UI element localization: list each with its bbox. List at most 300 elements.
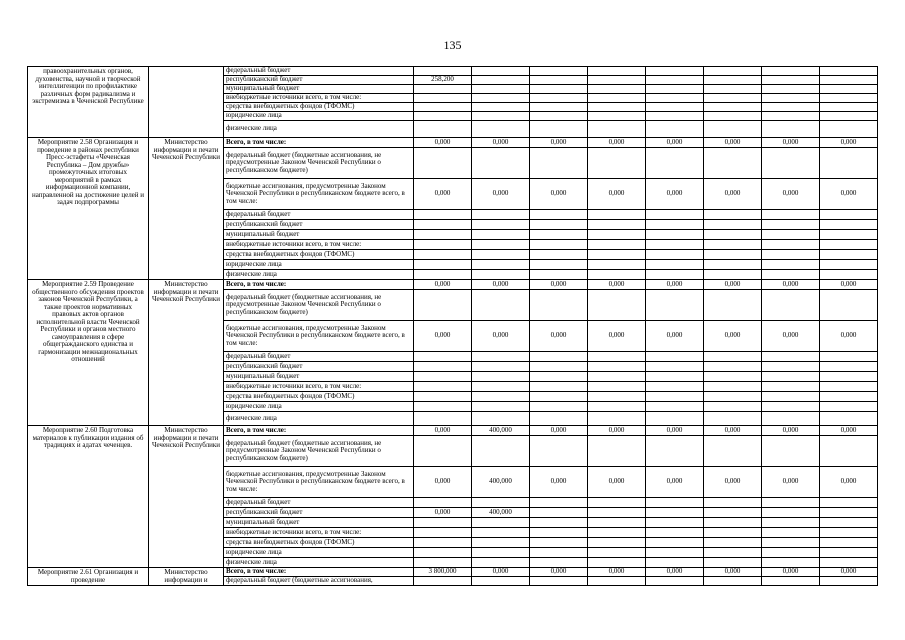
amount-cell xyxy=(414,112,472,121)
amount-cell xyxy=(762,392,820,402)
amount-cell xyxy=(472,498,530,508)
amount-cell: 0,000 xyxy=(820,321,878,352)
amount-cell xyxy=(762,372,820,382)
amount-cell xyxy=(646,210,704,220)
funding-source: муниципальный бюджет xyxy=(224,85,414,94)
amount-cell xyxy=(820,548,878,558)
amount-cell xyxy=(414,94,472,103)
funding-source: федеральный бюджет (бюджетные ассигнования, xyxy=(224,577,414,586)
amount-cell xyxy=(472,577,530,586)
funding-source: бюджетные ассигнования, предусмотренные Законом Чеченской Республики в республиканском бюджете всего, в том числе: xyxy=(224,179,414,210)
amount-cell xyxy=(646,508,704,518)
responsible-executor xyxy=(149,67,224,138)
amount-cell xyxy=(530,112,588,121)
amount-cell xyxy=(704,85,762,94)
funding-source: средства внебюджетных фондов (ТФОМС) xyxy=(224,538,414,548)
amount-cell xyxy=(414,220,472,230)
responsible-executor: Министерство информации и печати Чеченской Республики xyxy=(149,138,224,280)
amount-cell xyxy=(472,270,530,280)
amount-cell xyxy=(646,412,704,426)
amount-cell xyxy=(588,121,646,138)
amount-cell: 0,000 xyxy=(472,280,530,290)
amount-cell xyxy=(530,290,588,321)
amount-cell: 0,000 xyxy=(472,179,530,210)
amount-cell: 0,000 xyxy=(704,467,762,498)
amount-cell xyxy=(472,85,530,94)
amount-cell xyxy=(588,250,646,260)
amount-cell: 0,000 xyxy=(762,568,820,577)
amount-cell: 0,000 xyxy=(646,321,704,352)
table-row xyxy=(28,138,878,148)
amount-cell xyxy=(704,230,762,240)
amount-cell xyxy=(820,372,878,382)
amount-cell: 0,000 xyxy=(414,426,472,436)
amount-cell xyxy=(820,220,878,230)
amount-cell xyxy=(588,270,646,280)
amount-cell: 0,000 xyxy=(762,138,820,148)
amount-cell xyxy=(704,76,762,85)
funding-source: физические лица xyxy=(224,412,414,426)
amount-cell xyxy=(414,260,472,270)
amount-cell xyxy=(588,538,646,548)
amount-cell xyxy=(762,548,820,558)
amount-cell xyxy=(414,67,472,76)
amount-cell xyxy=(472,240,530,250)
amount-cell xyxy=(762,412,820,426)
amount-cell xyxy=(762,260,820,270)
amount-cell xyxy=(588,94,646,103)
amount-cell xyxy=(646,498,704,508)
amount-cell xyxy=(414,352,472,362)
amount-cell xyxy=(530,85,588,94)
page-number: 135 xyxy=(443,38,462,52)
amount-cell xyxy=(820,362,878,372)
amount-cell xyxy=(704,270,762,280)
amount-cell xyxy=(762,94,820,103)
amount-cell xyxy=(704,240,762,250)
amount-cell xyxy=(646,362,704,372)
amount-cell: 400,000 xyxy=(472,508,530,518)
funding-source: внебюджетные источники всего, в том числе: xyxy=(224,94,414,103)
amount-cell: 400,000 xyxy=(472,467,530,498)
amount-cell xyxy=(414,412,472,426)
amount-cell xyxy=(530,402,588,412)
funding-source: внебюджетные источники всего, в том числе: xyxy=(224,382,414,392)
amount-cell xyxy=(704,498,762,508)
amount-cell xyxy=(646,577,704,586)
amount-cell: 0,000 xyxy=(762,179,820,210)
amount-cell xyxy=(530,121,588,138)
funding-source: муниципальный бюджет xyxy=(224,230,414,240)
amount-cell xyxy=(588,85,646,94)
amount-cell xyxy=(588,402,646,412)
amount-cell xyxy=(472,103,530,112)
amount-cell xyxy=(762,577,820,586)
amount-cell xyxy=(762,528,820,538)
amount-cell: 0,000 xyxy=(704,280,762,290)
amount-cell xyxy=(762,103,820,112)
amount-cell xyxy=(472,402,530,412)
amount-cell: 0,000 xyxy=(588,467,646,498)
amount-cell xyxy=(414,290,472,321)
amount-cell: 0,000 xyxy=(704,426,762,436)
amount-cell xyxy=(588,548,646,558)
amount-cell: 0,000 xyxy=(820,138,878,148)
amount-cell xyxy=(820,103,878,112)
amount-cell xyxy=(530,577,588,586)
amount-cell xyxy=(472,210,530,220)
table-row xyxy=(28,280,878,290)
amount-cell xyxy=(472,362,530,372)
funding-source: республиканский бюджет xyxy=(224,362,414,372)
amount-cell xyxy=(646,436,704,467)
amount-cell xyxy=(762,290,820,321)
amount-cell xyxy=(588,392,646,402)
amount-cell xyxy=(820,112,878,121)
amount-cell xyxy=(820,121,878,138)
amount-cell xyxy=(472,260,530,270)
amount-cell xyxy=(704,250,762,260)
funding-source: федеральный бюджет xyxy=(224,210,414,220)
amount-cell xyxy=(646,94,704,103)
amount-cell xyxy=(530,270,588,280)
amount-cell xyxy=(530,220,588,230)
amount-cell xyxy=(646,548,704,558)
amount-cell xyxy=(472,372,530,382)
amount-cell xyxy=(414,210,472,220)
amount-cell xyxy=(704,372,762,382)
amount-cell xyxy=(588,290,646,321)
amount-cell xyxy=(704,148,762,179)
event-title: Мероприятие 2.58 Организация и проведение в районах республики Пресс-эстафеты «Чеченская Республика – Дом дружбы» промежуточных итоговых мероприятий в рамках информационной компании, направленной на достижение целей и задач подпрограммы xyxy=(28,138,149,280)
amount-cell: 0,000 xyxy=(530,179,588,210)
amount-cell xyxy=(704,112,762,121)
amount-cell xyxy=(762,436,820,467)
amount-cell xyxy=(588,103,646,112)
amount-cell: 0,000 xyxy=(588,568,646,577)
amount-cell xyxy=(704,518,762,528)
amount-cell: 0,000 xyxy=(646,467,704,498)
amount-cell xyxy=(414,518,472,528)
funding-source: федеральный бюджет (бюджетные ассигнования, не предусмотренные Законом Чеченской Республики о республиканском бюджете) xyxy=(224,436,414,467)
amount-cell: 0,000 xyxy=(646,280,704,290)
amount-cell xyxy=(414,392,472,402)
amount-cell xyxy=(530,538,588,548)
amount-cell xyxy=(588,412,646,426)
amount-cell xyxy=(588,352,646,362)
amount-cell xyxy=(820,230,878,240)
funding-source: средства внебюджетных фондов (ТФОМС) xyxy=(224,250,414,260)
amount-cell: 0,000 xyxy=(530,426,588,436)
amount-cell xyxy=(588,436,646,467)
amount-cell xyxy=(646,538,704,548)
amount-cell xyxy=(762,270,820,280)
amount-cell xyxy=(472,121,530,138)
amount-cell xyxy=(704,362,762,372)
funding-source: Всего, в том числе: xyxy=(224,568,414,577)
amount-cell: 0,000 xyxy=(588,426,646,436)
amount-cell xyxy=(646,270,704,280)
table-row xyxy=(28,568,878,577)
amount-cell: 0,000 xyxy=(414,467,472,498)
amount-cell xyxy=(820,290,878,321)
event-title: Мероприятие 2.61 Организация и проведение xyxy=(28,568,149,586)
amount-cell xyxy=(646,220,704,230)
amount-cell xyxy=(646,382,704,392)
amount-cell: 0,000 xyxy=(472,568,530,577)
amount-cell xyxy=(414,498,472,508)
amount-cell: 0,000 xyxy=(820,179,878,210)
amount-cell: 0,000 xyxy=(762,426,820,436)
amount-cell xyxy=(530,498,588,508)
funding-source: юридические лица xyxy=(224,402,414,412)
amount-cell xyxy=(646,240,704,250)
amount-cell xyxy=(762,85,820,94)
amount-cell xyxy=(530,260,588,270)
amount-cell xyxy=(414,372,472,382)
amount-cell xyxy=(820,85,878,94)
amount-cell xyxy=(762,538,820,548)
amount-cell xyxy=(704,290,762,321)
amount-cell xyxy=(472,250,530,260)
funding-source: внебюджетные источники всего, в том числе: xyxy=(224,528,414,538)
amount-cell xyxy=(762,240,820,250)
funding-source: федеральный бюджет xyxy=(224,67,414,76)
amount-cell xyxy=(472,436,530,467)
responsible-executor: Министерство информации и печати Чеченской Республики xyxy=(149,280,224,426)
amount-cell: 0,000 xyxy=(646,179,704,210)
amount-cell: 0,000 xyxy=(414,138,472,148)
amount-cell xyxy=(820,538,878,548)
amount-cell xyxy=(762,382,820,392)
amount-cell xyxy=(820,67,878,76)
event-title: правоохранительных органов, духовенства, научной и творческой интеллигенции по профилактике различных форм радикализма и экстремизма в Чеченской Республике xyxy=(28,67,149,138)
amount-cell xyxy=(646,230,704,240)
amount-cell xyxy=(646,250,704,260)
amount-cell xyxy=(472,230,530,240)
funding-source: бюджетные ассигнования, предусмотренные Законом Чеченской Республики в республиканском бюджете всего, в том числе: xyxy=(224,321,414,352)
amount-cell xyxy=(820,352,878,362)
amount-cell xyxy=(414,103,472,112)
amount-cell xyxy=(472,392,530,402)
amount-cell xyxy=(414,577,472,586)
amount-cell xyxy=(820,148,878,179)
amount-cell: 0,000 xyxy=(530,321,588,352)
amount-cell xyxy=(762,508,820,518)
amount-cell xyxy=(646,260,704,270)
amount-cell xyxy=(472,67,530,76)
budget-table xyxy=(27,66,878,586)
amount-cell: 0,000 xyxy=(704,179,762,210)
amount-cell xyxy=(704,103,762,112)
amount-cell xyxy=(414,230,472,240)
amount-cell xyxy=(588,148,646,179)
table-row xyxy=(28,67,878,76)
funding-source: физические лица xyxy=(224,121,414,138)
amount-cell xyxy=(704,538,762,548)
amount-cell xyxy=(472,220,530,230)
amount-cell xyxy=(704,402,762,412)
amount-cell: 0,000 xyxy=(530,138,588,148)
amount-cell xyxy=(472,412,530,426)
amount-cell xyxy=(472,352,530,362)
amount-cell: 0,000 xyxy=(414,280,472,290)
funding-source: федеральный бюджет xyxy=(224,352,414,362)
funding-source: федеральный бюджет (бюджетные ассигнования, не предусмотренные Законом Чеченской Республики о республиканском бюджете) xyxy=(224,290,414,321)
funding-source: бюджетные ассигнования, предусмотренные Законом Чеченской Республики в республиканском бюджете всего, в том числе: xyxy=(224,467,414,498)
amount-cell xyxy=(530,210,588,220)
amount-cell xyxy=(414,382,472,392)
amount-cell xyxy=(820,402,878,412)
amount-cell: 0,000 xyxy=(588,280,646,290)
amount-cell xyxy=(472,558,530,568)
amount-cell xyxy=(530,148,588,179)
amount-cell xyxy=(646,518,704,528)
amount-cell xyxy=(762,498,820,508)
amount-cell xyxy=(646,558,704,568)
funding-source: юридические лица xyxy=(224,112,414,121)
amount-cell: 0,000 xyxy=(646,426,704,436)
amount-cell xyxy=(414,362,472,372)
amount-cell xyxy=(530,518,588,528)
funding-source: республиканский бюджет xyxy=(224,76,414,85)
amount-cell xyxy=(472,382,530,392)
amount-cell xyxy=(820,210,878,220)
amount-cell xyxy=(472,548,530,558)
funding-source: республиканский бюджет xyxy=(224,220,414,230)
amount-cell xyxy=(588,112,646,121)
amount-cell xyxy=(472,290,530,321)
amount-cell xyxy=(530,103,588,112)
amount-cell xyxy=(762,362,820,372)
amount-cell xyxy=(530,436,588,467)
amount-cell xyxy=(704,121,762,138)
amount-cell: 0,000 xyxy=(530,568,588,577)
table-row xyxy=(28,426,878,436)
amount-cell xyxy=(414,436,472,467)
amount-cell: 0,000 xyxy=(472,138,530,148)
amount-cell xyxy=(820,518,878,528)
amount-cell xyxy=(646,67,704,76)
amount-cell xyxy=(646,392,704,402)
amount-cell xyxy=(820,508,878,518)
funding-source: средства внебюджетных фондов (ТФОМС) xyxy=(224,392,414,402)
amount-cell xyxy=(472,148,530,179)
amount-cell xyxy=(588,210,646,220)
funding-source: муниципальный бюджет xyxy=(224,518,414,528)
amount-cell xyxy=(646,121,704,138)
amount-cell xyxy=(472,94,530,103)
amount-cell xyxy=(762,558,820,568)
amount-cell xyxy=(588,67,646,76)
amount-cell xyxy=(530,362,588,372)
amount-cell xyxy=(588,260,646,270)
amount-cell xyxy=(530,412,588,426)
amount-cell xyxy=(762,210,820,220)
amount-cell xyxy=(820,577,878,586)
amount-cell: 0,000 xyxy=(414,179,472,210)
amount-cell: 0,000 xyxy=(530,467,588,498)
amount-cell xyxy=(704,94,762,103)
funding-source: муниципальный бюджет xyxy=(224,372,414,382)
amount-cell xyxy=(530,508,588,518)
amount-cell xyxy=(414,250,472,260)
amount-cell xyxy=(820,498,878,508)
amount-cell xyxy=(414,148,472,179)
amount-cell xyxy=(704,220,762,230)
amount-cell xyxy=(704,412,762,426)
amount-cell xyxy=(704,210,762,220)
amount-cell: 0,000 xyxy=(704,568,762,577)
amount-cell: 0,000 xyxy=(588,179,646,210)
responsible-executor: Министерство информации и печати Чеченской Республики xyxy=(149,426,224,568)
amount-cell xyxy=(414,240,472,250)
funding-source: юридические лица xyxy=(224,548,414,558)
amount-cell xyxy=(820,412,878,426)
funding-source: федеральный бюджет (бюджетные ассигнования, не предусмотренные Законом Чеченской Республики о республиканском бюджете) xyxy=(224,148,414,179)
amount-cell xyxy=(530,250,588,260)
amount-cell: 0,000 xyxy=(530,280,588,290)
amount-cell xyxy=(530,230,588,240)
amount-cell xyxy=(646,112,704,121)
amount-cell xyxy=(414,548,472,558)
amount-cell xyxy=(588,508,646,518)
amount-cell xyxy=(530,528,588,538)
amount-cell xyxy=(472,112,530,121)
responsible-executor: Министерство информации и xyxy=(149,568,224,586)
funding-source: средства внебюджетных фондов (ТФОМС) xyxy=(224,103,414,112)
amount-cell xyxy=(704,528,762,538)
funding-source: Всего, в том числе: xyxy=(224,426,414,436)
amount-cell xyxy=(762,148,820,179)
amount-cell xyxy=(762,250,820,260)
amount-cell xyxy=(414,121,472,138)
amount-cell xyxy=(820,250,878,260)
amount-cell xyxy=(762,518,820,528)
amount-cell xyxy=(414,538,472,548)
amount-cell xyxy=(530,67,588,76)
amount-cell xyxy=(588,577,646,586)
amount-cell: 0,000 xyxy=(414,321,472,352)
amount-cell: 0,000 xyxy=(820,568,878,577)
amount-cell xyxy=(704,548,762,558)
amount-cell xyxy=(704,260,762,270)
amount-cell xyxy=(588,362,646,372)
amount-cell xyxy=(704,67,762,76)
amount-cell xyxy=(820,260,878,270)
amount-cell: 0,000 xyxy=(646,568,704,577)
amount-cell xyxy=(762,402,820,412)
amount-cell xyxy=(588,220,646,230)
event-title: Мероприятие 2.60 Подготовка материалов к публикации издания об традициях и адатах чеченцев. xyxy=(28,426,149,568)
amount-cell: 0,000 xyxy=(646,138,704,148)
funding-source: физические лица xyxy=(224,270,414,280)
amount-cell xyxy=(530,76,588,85)
amount-cell xyxy=(646,352,704,362)
amount-cell xyxy=(588,382,646,392)
amount-cell xyxy=(762,220,820,230)
amount-cell xyxy=(646,76,704,85)
amount-cell xyxy=(530,382,588,392)
amount-cell xyxy=(414,528,472,538)
amount-cell xyxy=(414,402,472,412)
funding-source: Всего, в том числе: xyxy=(224,280,414,290)
funding-source: физические лица xyxy=(224,558,414,568)
amount-cell: 400,000 xyxy=(472,426,530,436)
funding-source: федеральный бюджет xyxy=(224,498,414,508)
amount-cell xyxy=(704,577,762,586)
amount-cell xyxy=(414,270,472,280)
